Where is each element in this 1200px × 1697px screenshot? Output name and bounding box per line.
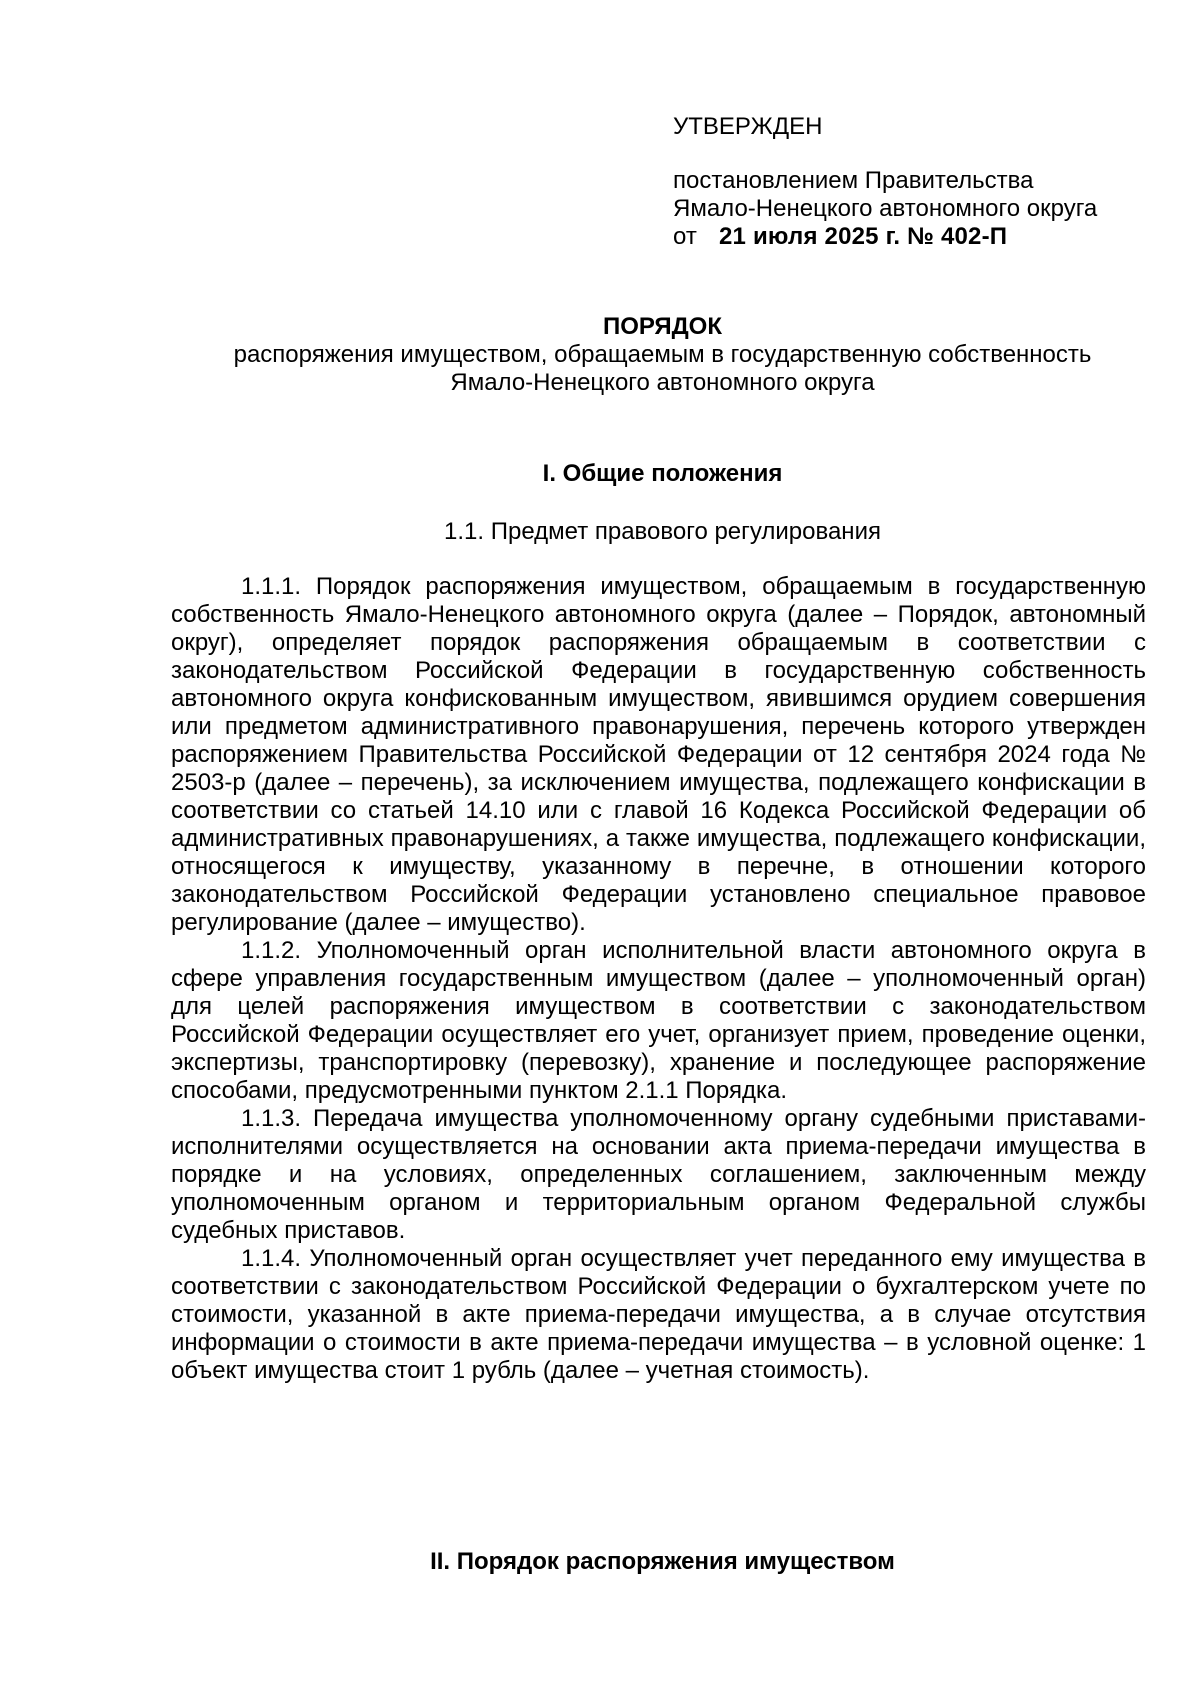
approval-line: Ямало-Ненецкого автономного округа [673,195,1098,222]
section-heading-1: I. Общие положения [542,460,783,487]
approval-line: постановлением Правительства [673,167,1034,194]
section-1-body [171,573,1146,1385]
document-subtitle-line: Ямало-Ненецкого автономного округа [450,369,875,396]
approval-stamp [673,113,1173,251]
approval-date-line [673,223,1173,251]
approved-label: УТВЕРЖДЕН [673,113,823,140]
section-heading-2: II. Порядок распоряжения имуществом [430,1548,895,1575]
document-title: ПОРЯДОК [603,313,722,340]
date-prefix: от [673,223,697,250]
paragraph-1-1-3: 1.1.3. Передача имущества уполномоченному органу судебными приставами-исполнителями осуществляется на основании акта приема-передачи имущества в порядке и на условиях, определенных соглашением, заключенным между уполномоченным органом и территориальным органом Федеральной службы судебных приставов. [171,1105,1146,1244]
subsection-heading-1-1: 1.1. Предмет правового регулирования [444,518,881,545]
approval-date: 21 июля 2025 г. № 402-П [719,223,1008,250]
document-title-block [150,313,1175,397]
paragraph-1-1-4: 1.1.4. Уполномоченный орган осуществляет учет переданного ему имущества в соответствии с законодательством Российской Федерации о бухгалтерском учете по стоимости, указанной в акте приема-передачи имущества, а в случае отсутствия информации о стоимости в акте приема-передачи имущества – в условной оценке: 1 объект имущества стоит 1 рубль (далее – учетная стоимость). [171,1245,1146,1384]
paragraph-1-1-2: 1.1.2. Уполномоченный орган исполнительной власти автономного округа в сфере управления государственным имуществом (далее – уполномоченный орган) для целей распоряжения имуществом в соответствии с законодательством Российской Федерации осуществляет его учет, организует прием, проведение оценки, экспертизы, транспортировку (перевозку), хранение и последующее распоряжение способами, предусмотренными пунктом 2.1.1 Порядка. [171,937,1146,1104]
paragraph-1-1-1: 1.1.1. Порядок распоряжения имуществом, обращаемым в государственную собственность Ямало-Ненецкого автономного округа (далее – Порядок, автономный округ), определяет порядок распоряжения обращаемым в соответствии с законодательством Российской Федерации в государственную собственность автономного округа конфискованным имуществом, явившимся орудием совершения или предметом административного правонарушения, перечень которого утвержден распоряжением Правительства Российской Федерации от 12 сентября 2024 года № 2503-р (далее – перечень), за исключением имущества, подлежащего конфискации в соответствии со статьей 14.10 или с главой 16 Кодекса Российской Федерации об административных правонарушениях, а также имущества, подлежащего конфискации, относящегося к имуществу, указанному в перечне, в отношении которого законодательством Российской Федерации установлено специальное правовое регулирование (далее – имущество). [171,573,1146,936]
document-subtitle-line: распоряжения имуществом, обращаемым в государственную собственность [233,341,1092,368]
